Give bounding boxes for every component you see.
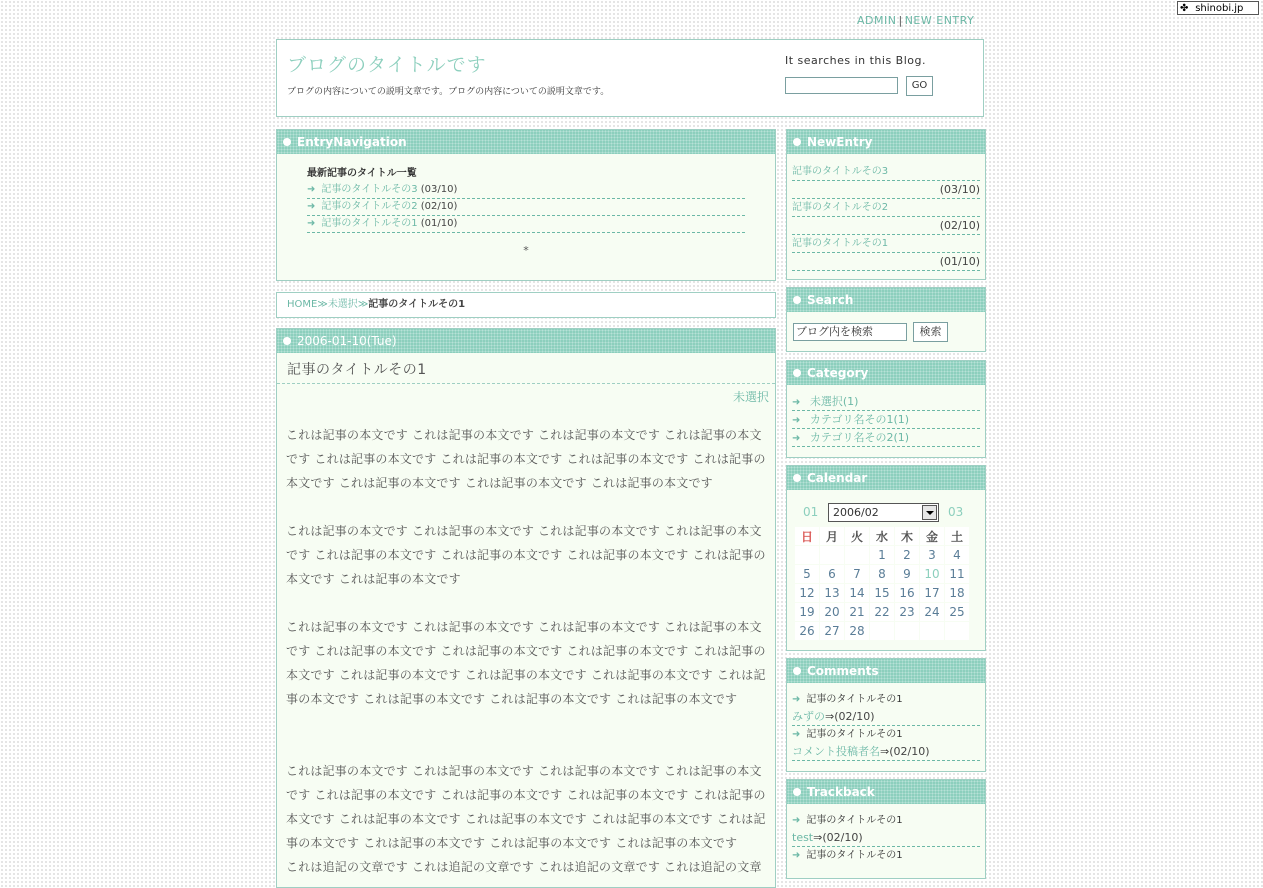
- arrow-right-icon: ➜: [792, 694, 801, 705]
- entry-navigation-list: [307, 166, 745, 233]
- comment-arrow: ⇒: [825, 710, 835, 723]
- calendar-day[interactable]: 28: [845, 622, 869, 640]
- calendar-day[interactable]: 1: [870, 546, 894, 564]
- calendar-week-row: [795, 584, 969, 602]
- comment-entry: [792, 691, 980, 708]
- header-search-go-button[interactable]: GO: [906, 76, 933, 96]
- article-paragraph: これは記事の本文です これは記事の本文です これは記事の本文です これは記事の本文です これは記事の本文です これは記事の本文です これは記事の本文です これは記事の本文です これは記事の本文です: [286, 524, 766, 586]
- list-item: [792, 411, 980, 429]
- arrow-right-icon: ➜: [792, 815, 801, 826]
- list-item: [792, 393, 980, 411]
- calendar-day[interactable]: 14: [845, 584, 869, 602]
- article-paragraph: これは記事の本文です これは記事の本文です これは記事の本文です これは記事の本文です これは記事の本文です これは記事の本文です これは記事の本文です これは記事の本文です これは記事の本文です これは記事の本文です これは記事の本文です これは記事の本文です これは記事の本文です これは記事の本文です これは記事の本文です: [286, 764, 766, 850]
- new-entry-date: (01/10): [792, 253, 980, 271]
- search-box: [786, 287, 986, 352]
- calendar-day[interactable]: 5: [795, 565, 819, 583]
- new-entry-date: (03/10): [792, 181, 980, 199]
- blog-title[interactable]: ブログのタイトルです: [287, 54, 487, 76]
- calendar-weekday: 木: [895, 527, 919, 545]
- chevron-down-icon[interactable]: [922, 505, 937, 520]
- comment-entry: [792, 726, 980, 743]
- calendar-day[interactable]: 4: [945, 546, 969, 564]
- list-item: [307, 216, 745, 233]
- calendar-month-select[interactable]: [828, 503, 939, 522]
- calendar-weekday: 水: [870, 527, 894, 545]
- calendar-week-row: [795, 622, 969, 640]
- entry-link[interactable]: 記事のタイトルその2: [321, 201, 418, 212]
- article-paragraph: これは記事の本文です これは記事の本文です これは記事の本文です これは記事の本文です これは記事の本文です これは記事の本文です これは記事の本文です これは記事の本文です これは記事の本文です これは記事の本文です これは記事の本文です これは記事の本文です これは記事の本文です これは記事の本文です これは記事の本文です: [286, 620, 766, 706]
- new-entry-title: NewEntry: [807, 135, 873, 149]
- arrow-right-icon: ➜: [792, 850, 801, 861]
- calendar-day[interactable]: 8: [870, 565, 894, 583]
- calendar-empty-cell: [820, 546, 844, 564]
- article-paragraph: これは記事の本文です これは記事の本文です これは記事の本文です これは記事の本文です これは記事の本文です これは記事の本文です これは記事の本文です これは記事の本文です これは記事の本文です これは記事の本文です これは記事の本文です: [286, 428, 766, 490]
- entry-navigation-footer: *: [523, 244, 529, 257]
- calendar-day[interactable]: 22: [870, 603, 894, 621]
- header-search-label: It searches in this Blog.: [785, 54, 926, 67]
- trackback-author-link[interactable]: test: [792, 831, 814, 844]
- calendar-day[interactable]: 25: [945, 603, 969, 621]
- calendar-weekday: 金: [920, 527, 944, 545]
- calendar-weekday-row: [795, 527, 969, 545]
- calendar-box: [786, 465, 986, 651]
- shinobi-logo-icon: ✤: [1180, 3, 1189, 14]
- arrow-right-icon: ➜: [307, 218, 316, 229]
- calendar-weekday: 日: [795, 527, 819, 545]
- admin-link[interactable]: ADMIN: [857, 14, 897, 27]
- breadcrumb: [276, 292, 776, 318]
- breadcrumb-category-link[interactable]: 未選択: [327, 299, 358, 310]
- blog-header: [276, 39, 984, 117]
- calendar-weekday: 火: [845, 527, 869, 545]
- calendar-weekday: 月: [820, 527, 844, 545]
- calendar-month-value: 2006/02: [833, 506, 879, 519]
- trackback-box: [786, 779, 986, 879]
- calendar-day[interactable]: 17: [920, 584, 944, 602]
- arrow-right-icon: ➜: [307, 184, 316, 195]
- calendar-day[interactable]: 15: [870, 584, 894, 602]
- comment-entry-link[interactable]: 記事のタイトルその1: [806, 694, 903, 705]
- list-item: [307, 182, 745, 199]
- article-category-link[interactable]: 未選択: [732, 390, 769, 404]
- breadcrumb-separator: ≫: [317, 299, 328, 310]
- entry-link[interactable]: 記事のタイトルその1: [321, 218, 418, 229]
- blog-search-input[interactable]: ブログ内を検索: [793, 323, 907, 341]
- calendar-empty-cell: [945, 622, 969, 640]
- trackback-date: (02/10): [822, 831, 863, 844]
- comment-arrow: ⇒: [880, 745, 890, 758]
- entry-navigation-box: [276, 129, 776, 281]
- calendar-day[interactable]: 10: [920, 565, 944, 583]
- calendar-day[interactable]: 20: [820, 603, 844, 621]
- entry-navigation-heading: 最新記事のタイトル一覧: [307, 168, 417, 179]
- top-nav: [857, 14, 974, 27]
- entry-date: (02/10): [420, 201, 458, 212]
- article-more-text: これは追記の文章です これは追記の文章です これは追記の文章です これは追記の文章: [286, 860, 762, 874]
- calendar-day[interactable]: 21: [845, 603, 869, 621]
- article-header: [277, 329, 775, 353]
- new-entry-header: [787, 130, 985, 154]
- comment-meta: [792, 743, 980, 761]
- calendar-day[interactable]: 9: [895, 565, 919, 583]
- calendar-day[interactable]: 18: [945, 584, 969, 602]
- header-search-input[interactable]: [785, 77, 898, 94]
- new-entry-date: (02/10): [792, 217, 980, 235]
- new-entry-link[interactable]: 記事のタイトルその2: [792, 202, 889, 213]
- category-title: Category: [807, 366, 869, 380]
- calendar-week-row: [795, 565, 969, 583]
- arrow-right-icon: ➜: [307, 201, 316, 212]
- calendar-weekday: 土: [945, 527, 969, 545]
- comments-title: Comments: [807, 664, 879, 678]
- comments-header: [787, 659, 985, 683]
- calendar-day[interactable]: 27: [820, 622, 844, 640]
- trackback-meta: [792, 829, 980, 847]
- comment-date: (02/10): [834, 710, 875, 723]
- arrow-right-icon: ➜: [792, 415, 801, 426]
- calendar-day[interactable]: 23: [895, 603, 919, 621]
- trackback-entry: [792, 812, 980, 829]
- calendar-grid: [794, 526, 970, 641]
- calendar-day[interactable]: 13: [820, 584, 844, 602]
- arrow-right-icon: ➜: [792, 433, 801, 444]
- calendar-day[interactable]: 7: [845, 565, 869, 583]
- category-header: [787, 361, 985, 385]
- category-link[interactable]: カテゴリ名その1(1): [809, 413, 910, 426]
- comment-entry-link[interactable]: 記事のタイトルその1: [806, 729, 903, 740]
- category-link[interactable]: カテゴリ名その2(1): [809, 431, 910, 444]
- trackback-header: [787, 780, 985, 804]
- comment-author-link[interactable]: みずの: [792, 710, 825, 723]
- arrow-right-icon: ➜: [792, 729, 801, 740]
- calendar-day[interactable]: 24: [920, 603, 944, 621]
- entry-navigation-header: [277, 130, 775, 154]
- calendar-empty-cell: [920, 622, 944, 640]
- blog-search-button[interactable]: 検索: [913, 322, 948, 342]
- breadcrumb-separator: ≫: [357, 299, 369, 310]
- new-entry-link[interactable]: 記事のタイトルその1: [792, 238, 889, 249]
- calendar-day[interactable]: 16: [895, 584, 919, 602]
- article-box: [276, 328, 776, 888]
- shinobi-badge[interactable]: [1177, 1, 1259, 15]
- article-title[interactable]: 記事のタイトルその1: [277, 353, 775, 384]
- calendar-day[interactable]: 11: [945, 565, 969, 583]
- calendar-prev-month-link[interactable]: 01: [803, 505, 819, 519]
- search-title: Search: [807, 293, 854, 307]
- calendar-day[interactable]: 6: [820, 565, 844, 583]
- calendar-week-row: [795, 546, 969, 564]
- calendar-day[interactable]: 2: [895, 546, 919, 564]
- category-link[interactable]: 未選択(1): [809, 395, 859, 408]
- trackback-entry: [792, 847, 980, 864]
- list-item: [787, 163, 985, 199]
- article-date: 2006-01-10(Tue): [297, 334, 397, 348]
- calendar-next-month-link[interactable]: 03: [948, 505, 964, 519]
- arrow-right-icon: ➜: [792, 397, 801, 408]
- category-box: [786, 360, 986, 458]
- calendar-week-row: [795, 603, 969, 621]
- trackback-entry-link[interactable]: 記事のタイトルその1: [806, 815, 903, 826]
- list-item: [787, 199, 985, 235]
- calendar-day[interactable]: 26: [795, 622, 819, 640]
- top-nav-divider: |: [898, 14, 903, 27]
- calendar-day[interactable]: 12: [795, 584, 819, 602]
- calendar-header: [787, 466, 985, 490]
- new-entry-box: [786, 129, 986, 280]
- list-item: [787, 235, 985, 271]
- calendar-empty-cell: [845, 546, 869, 564]
- entry-date: (03/10): [420, 184, 458, 195]
- shinobi-badge-label: shinobi.jp: [1195, 3, 1244, 14]
- trackback-title: Trackback: [807, 785, 875, 799]
- comment-meta: [792, 708, 980, 726]
- comments-box: [786, 658, 986, 772]
- comment-date: (02/10): [889, 745, 930, 758]
- calendar-day[interactable]: 3: [920, 546, 944, 564]
- trackback-entry-link[interactable]: 記事のタイトルその1: [806, 850, 903, 861]
- entry-link[interactable]: 記事のタイトルその3: [321, 184, 418, 195]
- comment-author-link[interactable]: コメント投稿者名: [792, 745, 880, 758]
- search-header: [787, 288, 985, 312]
- calendar-title: Calendar: [807, 471, 868, 485]
- list-item: [792, 429, 980, 447]
- entry-date: (01/10): [420, 218, 458, 229]
- blog-description: ブログの内容についての説明文章です。ブログの内容についての説明文章です。: [287, 87, 610, 97]
- breadcrumb-current: 記事のタイトルその1: [368, 299, 466, 310]
- entry-navigation-title: EntryNavigation: [297, 135, 407, 149]
- new-entry-link[interactable]: 記事のタイトルその3: [792, 166, 889, 177]
- calendar-day[interactable]: 19: [795, 603, 819, 621]
- list-item: [307, 199, 745, 216]
- calendar-empty-cell: [895, 622, 919, 640]
- trackback-arrow: ⇒: [813, 831, 823, 844]
- calendar-empty-cell: [795, 546, 819, 564]
- breadcrumb-home-link[interactable]: HOME: [287, 299, 318, 310]
- calendar-empty-cell: [870, 622, 894, 640]
- new-entry-link[interactable]: NEW ENTRY: [904, 14, 975, 27]
